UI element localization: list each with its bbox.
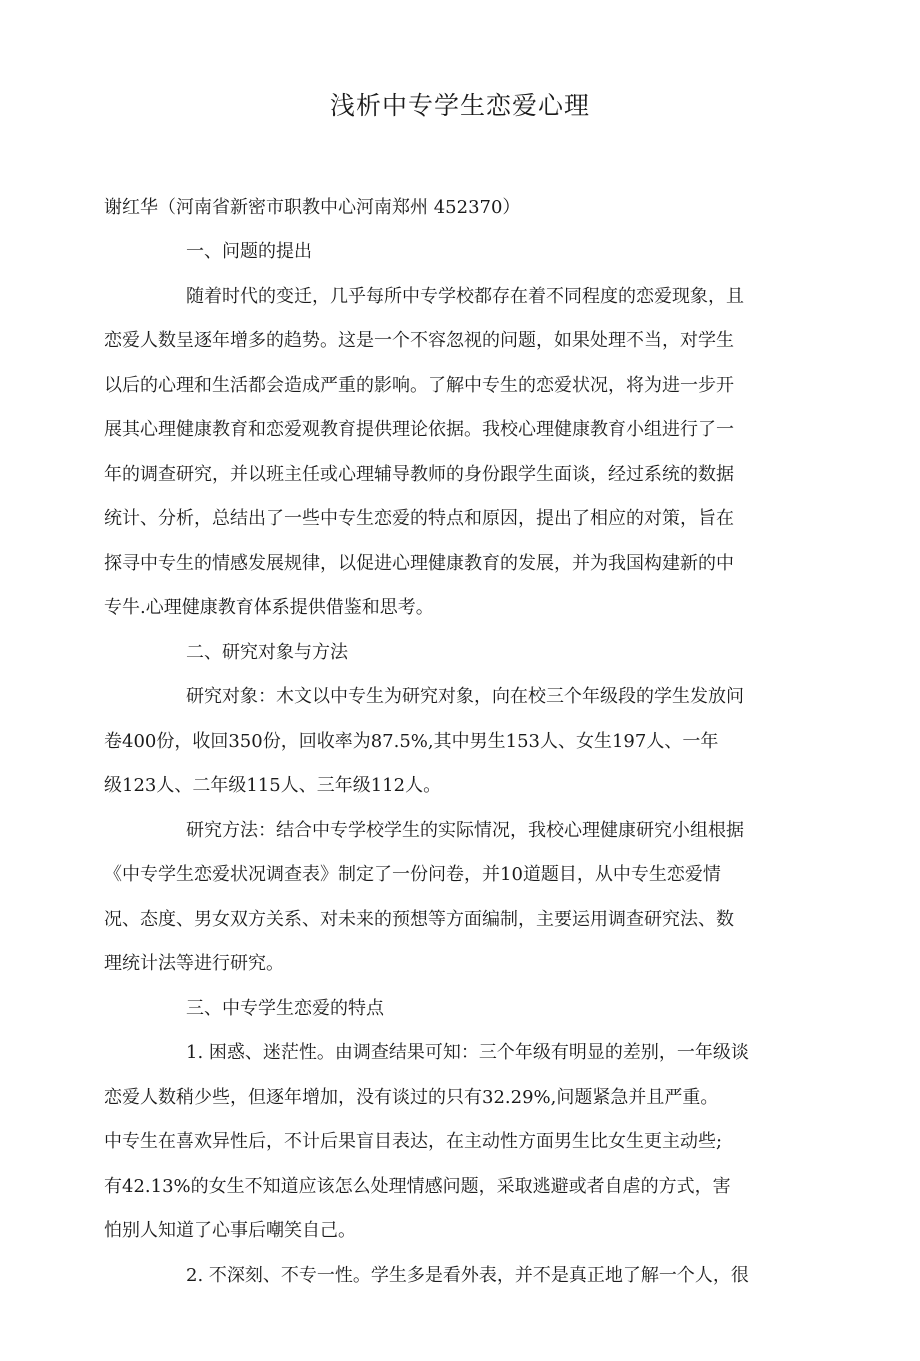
paragraph-line: 1. 困惑、迷茫性。由调查结果可知：三个年级有明显的差别，一年级谈 — [186, 1042, 749, 1063]
paragraph-line: 随着时代的变迁，几乎每所中专学校都存在着不同程度的恋爱现象，且 — [186, 286, 744, 307]
heading-section-1: 一、问题的提出 — [186, 241, 312, 262]
document-title: 浅析中专学生恋爱心理 — [329, 91, 590, 120]
paragraph-line: 研究对象：木文以中专生为研究对象，向在校三个年级段的学生发放问 — [186, 686, 744, 707]
paragraph-line: 恋爱人数呈逐年增多的趋势。这是一个不容忽视的问题，如果处理不当，对学生 — [104, 330, 734, 351]
paragraph-line: 专牛.心理健康教育体系提供借鉴和思考。 — [104, 597, 434, 618]
paragraph-line: 2. 不深刻、不专一性。学生多是看外表，并不是真正地了解一个人，很 — [186, 1265, 749, 1286]
paragraph-line: 展其心理健康教育和恋爱观教育提供理论依据。我校心理健康教育小组进行了一 — [104, 419, 734, 440]
paragraph-line: 况、态度、男女双方关系、对未来的预想等方面编制，主要运用调查研究法、数 — [104, 909, 734, 930]
paragraph-line: 统计、分析，总结出了一些中专生恋爱的特点和原因，提出了相应的对策，旨在 — [104, 508, 734, 529]
heading-section-3: 三、中专学生恋爱的特点 — [186, 998, 384, 1019]
paragraph-line: 怕别人知道了心事后嘲笑自己。 — [104, 1220, 356, 1241]
paragraph-line: 恋爱人数稍少些，但逐年增加，没有谈过的只有32.29%,问题紧急并且严重。 — [104, 1087, 719, 1108]
paragraph-line: 《中专学生恋爱状况调查表》制定了一份问卷，并10道题目，从中专生恋爱情 — [104, 864, 721, 885]
paragraph-line: 卷400份，收回350份，回收率为87.5%,其中男生153人、女生197人、一年 — [104, 731, 719, 752]
paragraph-line: 有42.13%的女生不知道应该怎么处理情感问题，采取逃避或者自虐的方式，害 — [104, 1176, 731, 1197]
paragraph-line: 以后的心理和生活都会造成严重的影响。了解中专生的恋爱状况，将为进一步开 — [104, 375, 734, 396]
paragraph-line: 中专生在喜欢异性后，不计后果盲目表达，在主动性方面男生比女生更主动些; — [104, 1131, 723, 1152]
paragraph-line: 研究方法：结合中专学校学生的实际情况，我校心理健康研究小组根据 — [186, 820, 744, 841]
heading-section-2: 二、研究对象与方法 — [186, 642, 348, 663]
paragraph-line: 探寻中专生的情感发展规律，以促进心理健康教育的发展，并为我国构建新的中 — [104, 553, 734, 574]
paragraph-line: 理统计法等进行研究。 — [104, 953, 284, 974]
paragraph-line: 年的调查研究，并以班主任或心理辅导教师的身份跟学生面谈，经过系统的数据 — [104, 464, 734, 485]
author-line: 谢红华（河南省新密市职教中心河南郑州 452370） — [104, 197, 521, 218]
paragraph-line: 级123人、二年级115人、三年级112人。 — [104, 775, 442, 796]
